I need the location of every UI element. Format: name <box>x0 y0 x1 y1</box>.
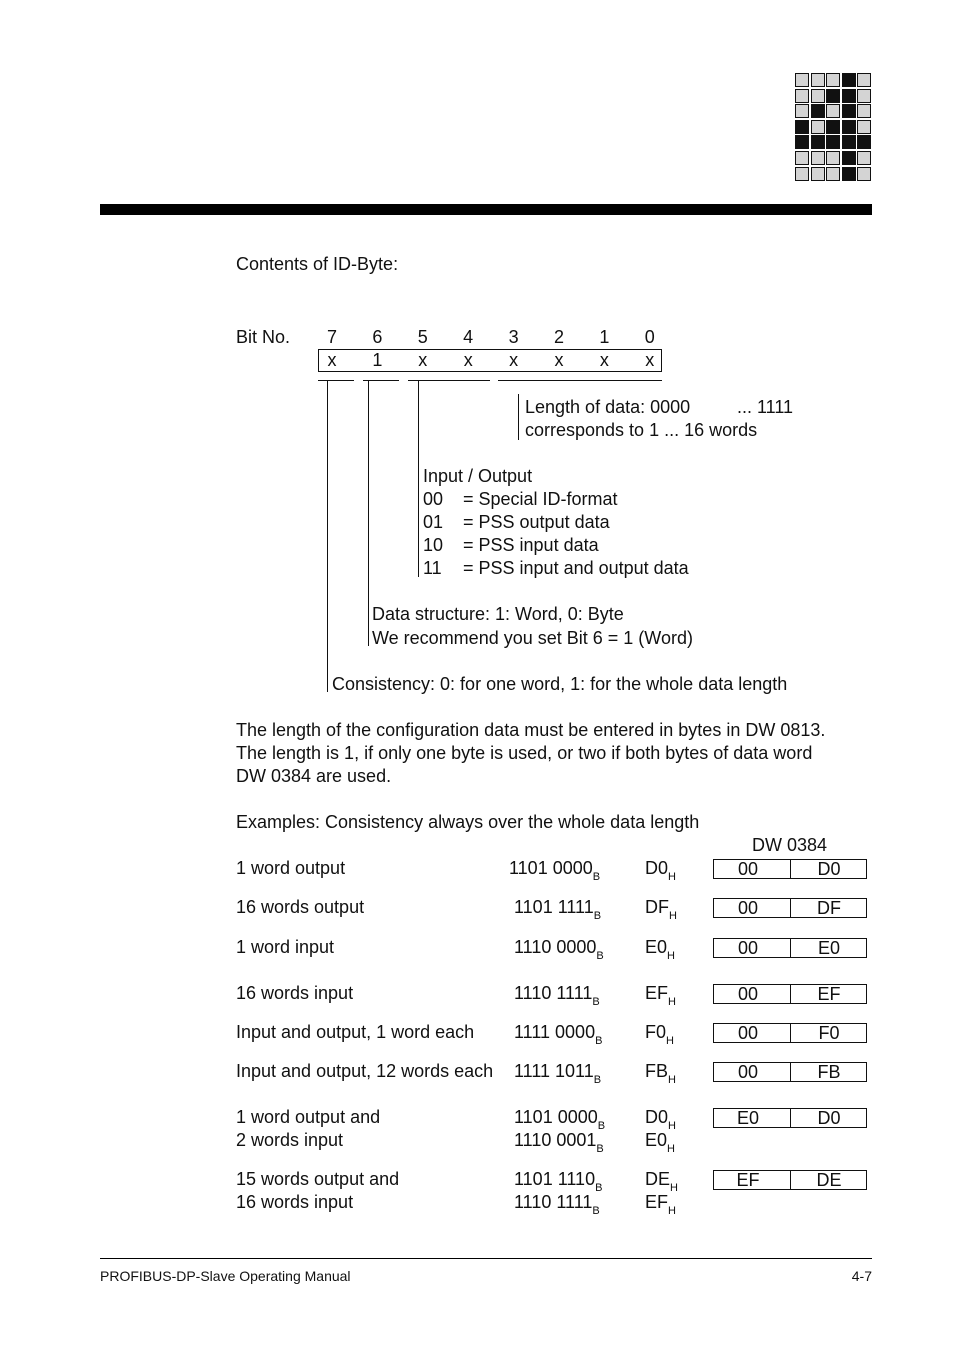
binary-suffix: B <box>592 1205 600 1217</box>
dw-low-byte: DE <box>816 1170 842 1190</box>
example-binary-value: 1101 $1110_B$ <box>514 1169 603 1194</box>
bit-number-label: Bit No. <box>236 327 291 347</box>
example-binary-value: 1111 $0000_B$ <box>514 1022 603 1047</box>
bit-value: x <box>463 350 473 370</box>
example-hex-value: $E0_H$ <box>645 937 675 962</box>
logo-cell <box>857 73 871 87</box>
structure-annotation-line2: We recommend you set Bit 6 = 1 (Word) <box>372 628 693 648</box>
io-code: 00 <box>423 489 444 509</box>
dw-high-byte: 00 <box>737 984 759 1004</box>
example-hex-value: $D0_H$ <box>645 1107 676 1132</box>
logo-cell <box>795 73 809 87</box>
logo-cell <box>826 135 840 149</box>
example-binary-value: 1110 $1111_B$ <box>514 1192 600 1217</box>
bit-number: 5 <box>417 327 428 347</box>
consistency-annotation: Consistency: 0: for one word, 1: for the whole data length <box>332 674 788 694</box>
hex-suffix: H <box>668 1074 676 1086</box>
dw-low-byte: E0 <box>817 938 841 958</box>
bit-number: 3 <box>508 327 519 347</box>
dw-high-byte: E0 <box>736 1108 760 1128</box>
logo-cell <box>842 73 856 87</box>
dw-high-byte: 00 <box>737 938 759 958</box>
binary-suffix: B <box>595 1035 603 1047</box>
example-hex-value: $D0_H$ <box>645 858 676 883</box>
hex-suffix: H <box>669 910 677 922</box>
hex-suffix: H <box>668 1120 676 1132</box>
logo-cell <box>795 135 809 149</box>
logo-cell <box>842 104 856 118</box>
logo-cell <box>811 120 825 134</box>
dw-value-box <box>713 1108 867 1128</box>
io-description: = PSS output data <box>463 512 610 532</box>
example-binary-value: 1111 $1011_B$ <box>514 1061 602 1086</box>
logo-cell <box>857 89 871 103</box>
example-label: 16 words input <box>236 1192 354 1212</box>
example-hex-value: $E0_H$ <box>645 1130 675 1155</box>
example-label: 15 words output and <box>236 1169 400 1189</box>
io-code: 01 <box>423 512 444 532</box>
example-binary-value: 1101 $1111_B$ <box>514 897 602 922</box>
dw-value-box <box>713 1062 867 1082</box>
hex-suffix: H <box>667 1143 675 1155</box>
logo-cell <box>795 104 809 118</box>
logo-cell <box>811 151 825 165</box>
hex-suffix: H <box>670 1182 678 1194</box>
logo-cell <box>826 73 840 87</box>
logo-cell <box>811 104 825 118</box>
hex-suffix: H <box>667 950 675 962</box>
dw-low-byte: DF <box>817 898 841 918</box>
header-rule <box>100 204 872 215</box>
binary-suffix: B <box>592 996 600 1008</box>
logo-cell <box>842 167 856 181</box>
example-label: 1 word input <box>236 937 335 957</box>
dw-value-box <box>713 859 867 879</box>
dw-high-byte: 00 <box>737 859 759 879</box>
hex-suffix: H <box>668 871 676 883</box>
logo-cell <box>842 89 856 103</box>
bit-value: 1 <box>372 350 383 370</box>
example-label: 16 words output <box>236 897 365 917</box>
bit-number: 7 <box>326 327 337 347</box>
io-code: 10 <box>423 535 444 555</box>
bit-number: 1 <box>599 327 610 347</box>
bit-value: x <box>554 350 564 370</box>
example-hex-value: $FB_H$ <box>645 1061 676 1086</box>
example-binary-value: 1101 $0000_B$ <box>509 858 601 883</box>
io-code: 11 <box>423 558 442 578</box>
logo-cell <box>811 73 825 87</box>
logo-cell <box>811 89 825 103</box>
logo-cell <box>857 167 871 181</box>
dw-column-header: DW 0384 <box>752 835 828 855</box>
dw-high-byte: EF <box>736 1170 760 1190</box>
logo-cell <box>857 151 871 165</box>
io-annotation-title: Input / Output <box>423 466 533 486</box>
bit-number: 2 <box>553 327 564 347</box>
logo-cell <box>795 89 809 103</box>
logo-cell <box>795 120 809 134</box>
dw-value-box <box>713 1023 867 1043</box>
manufacturer-logo <box>795 73 871 181</box>
dw-low-byte: D0 <box>817 1108 841 1128</box>
logo-cell <box>842 151 856 165</box>
hex-suffix: H <box>668 996 676 1008</box>
dw-value-box <box>713 1170 867 1190</box>
example-label: 1 word output and <box>236 1107 381 1127</box>
example-label: 2 words input <box>236 1130 344 1150</box>
dw-value-box <box>713 898 867 918</box>
paragraph-line-3: DW 0384 are used. <box>236 766 392 786</box>
example-hex-value: $DE_H$ <box>645 1169 678 1194</box>
example-label: Input and output, 1 word each <box>236 1022 475 1042</box>
dw-low-byte: D0 <box>817 859 841 879</box>
bit-value: x <box>599 350 609 370</box>
binary-suffix: B <box>592 871 601 883</box>
hex-suffix: H <box>666 1035 674 1047</box>
example-label: Input and output, 12 words each <box>236 1061 494 1081</box>
footer-rule <box>100 1258 872 1259</box>
logo-cell <box>826 151 840 165</box>
dw-high-byte: 00 <box>737 898 759 918</box>
hex-suffix: H <box>668 1205 676 1217</box>
paragraph-line-2: The length is 1, if only one byte is used, or two if both bytes of data word <box>236 743 813 763</box>
io-description: = Special ID-format <box>463 489 618 509</box>
io-description: = PSS input data <box>463 535 599 555</box>
dw-low-byte: F0 <box>818 1023 840 1043</box>
logo-cell <box>857 135 871 149</box>
footer-title: PROFIBUS-DP-Slave Operating Manual <box>100 1268 351 1284</box>
bit-value: x <box>509 350 519 370</box>
logo-cell <box>857 120 871 134</box>
binary-suffix: B <box>597 1120 606 1132</box>
binary-suffix: B <box>596 950 604 962</box>
length-annotation-range-end: ... 1111 <box>737 397 794 417</box>
binary-suffix: B <box>593 1074 602 1086</box>
example-hex-value: $DF_H$ <box>645 897 677 922</box>
example-label: 1 word output <box>236 858 346 878</box>
paragraph-line-1: The length of the configuration data must be entered in bytes in DW 0813. <box>236 720 826 740</box>
example-label: 16 words input <box>236 983 354 1003</box>
logo-cell <box>826 120 840 134</box>
dw-high-byte: 00 <box>737 1023 759 1043</box>
length-annotation-line2: corresponds to 1 ... 16 words <box>525 420 758 440</box>
bit-number: 0 <box>644 327 655 347</box>
logo-cell <box>826 89 840 103</box>
dw-value-box <box>713 984 867 1004</box>
logo-cell <box>842 120 856 134</box>
bit-value: x <box>418 350 428 370</box>
structure-annotation-line1: Data structure: 1: Word, 0: Byte <box>372 604 624 624</box>
logo-cell <box>795 167 809 181</box>
logo-cell <box>826 167 840 181</box>
io-description: = PSS input and output data <box>463 558 689 578</box>
dw-low-byte: EF <box>817 984 841 1004</box>
example-binary-value: 1101 $0000_B$ <box>514 1107 606 1132</box>
dw-low-byte: FB <box>817 1062 841 1082</box>
example-hex-value: $EF_H$ <box>645 1192 676 1217</box>
dw-high-byte: 00 <box>737 1062 759 1082</box>
bit-number: 4 <box>463 327 474 347</box>
example-binary-value: 1110 $1111_B$ <box>514 983 600 1008</box>
dw-value-box <box>713 938 867 958</box>
examples-title: Examples: Consistency always over the whole data length <box>236 812 700 832</box>
length-annotation-line1: Length of data: 0000 <box>525 397 691 417</box>
logo-cell <box>811 167 825 181</box>
example-hex-value: $EF_H$ <box>645 983 676 1008</box>
bit-number: 6 <box>372 327 383 347</box>
logo-cell <box>842 135 856 149</box>
bit-value: x <box>645 350 655 370</box>
section-heading: Contents of ID-Byte: <box>236 254 399 274</box>
binary-suffix: B <box>595 1182 603 1194</box>
logo-cell <box>811 135 825 149</box>
example-hex-value: $F0_H$ <box>645 1022 674 1047</box>
binary-suffix: B <box>593 910 602 922</box>
binary-suffix: B <box>596 1143 604 1155</box>
logo-cell <box>857 104 871 118</box>
logo-cell <box>826 104 840 118</box>
page-number: 4-7 <box>851 1268 872 1284</box>
bit-value: x <box>327 350 337 370</box>
example-binary-value: 1110 $0000_B$ <box>514 937 604 962</box>
example-binary-value: 1110 $0001_B$ <box>514 1130 604 1155</box>
logo-cell <box>795 151 809 165</box>
